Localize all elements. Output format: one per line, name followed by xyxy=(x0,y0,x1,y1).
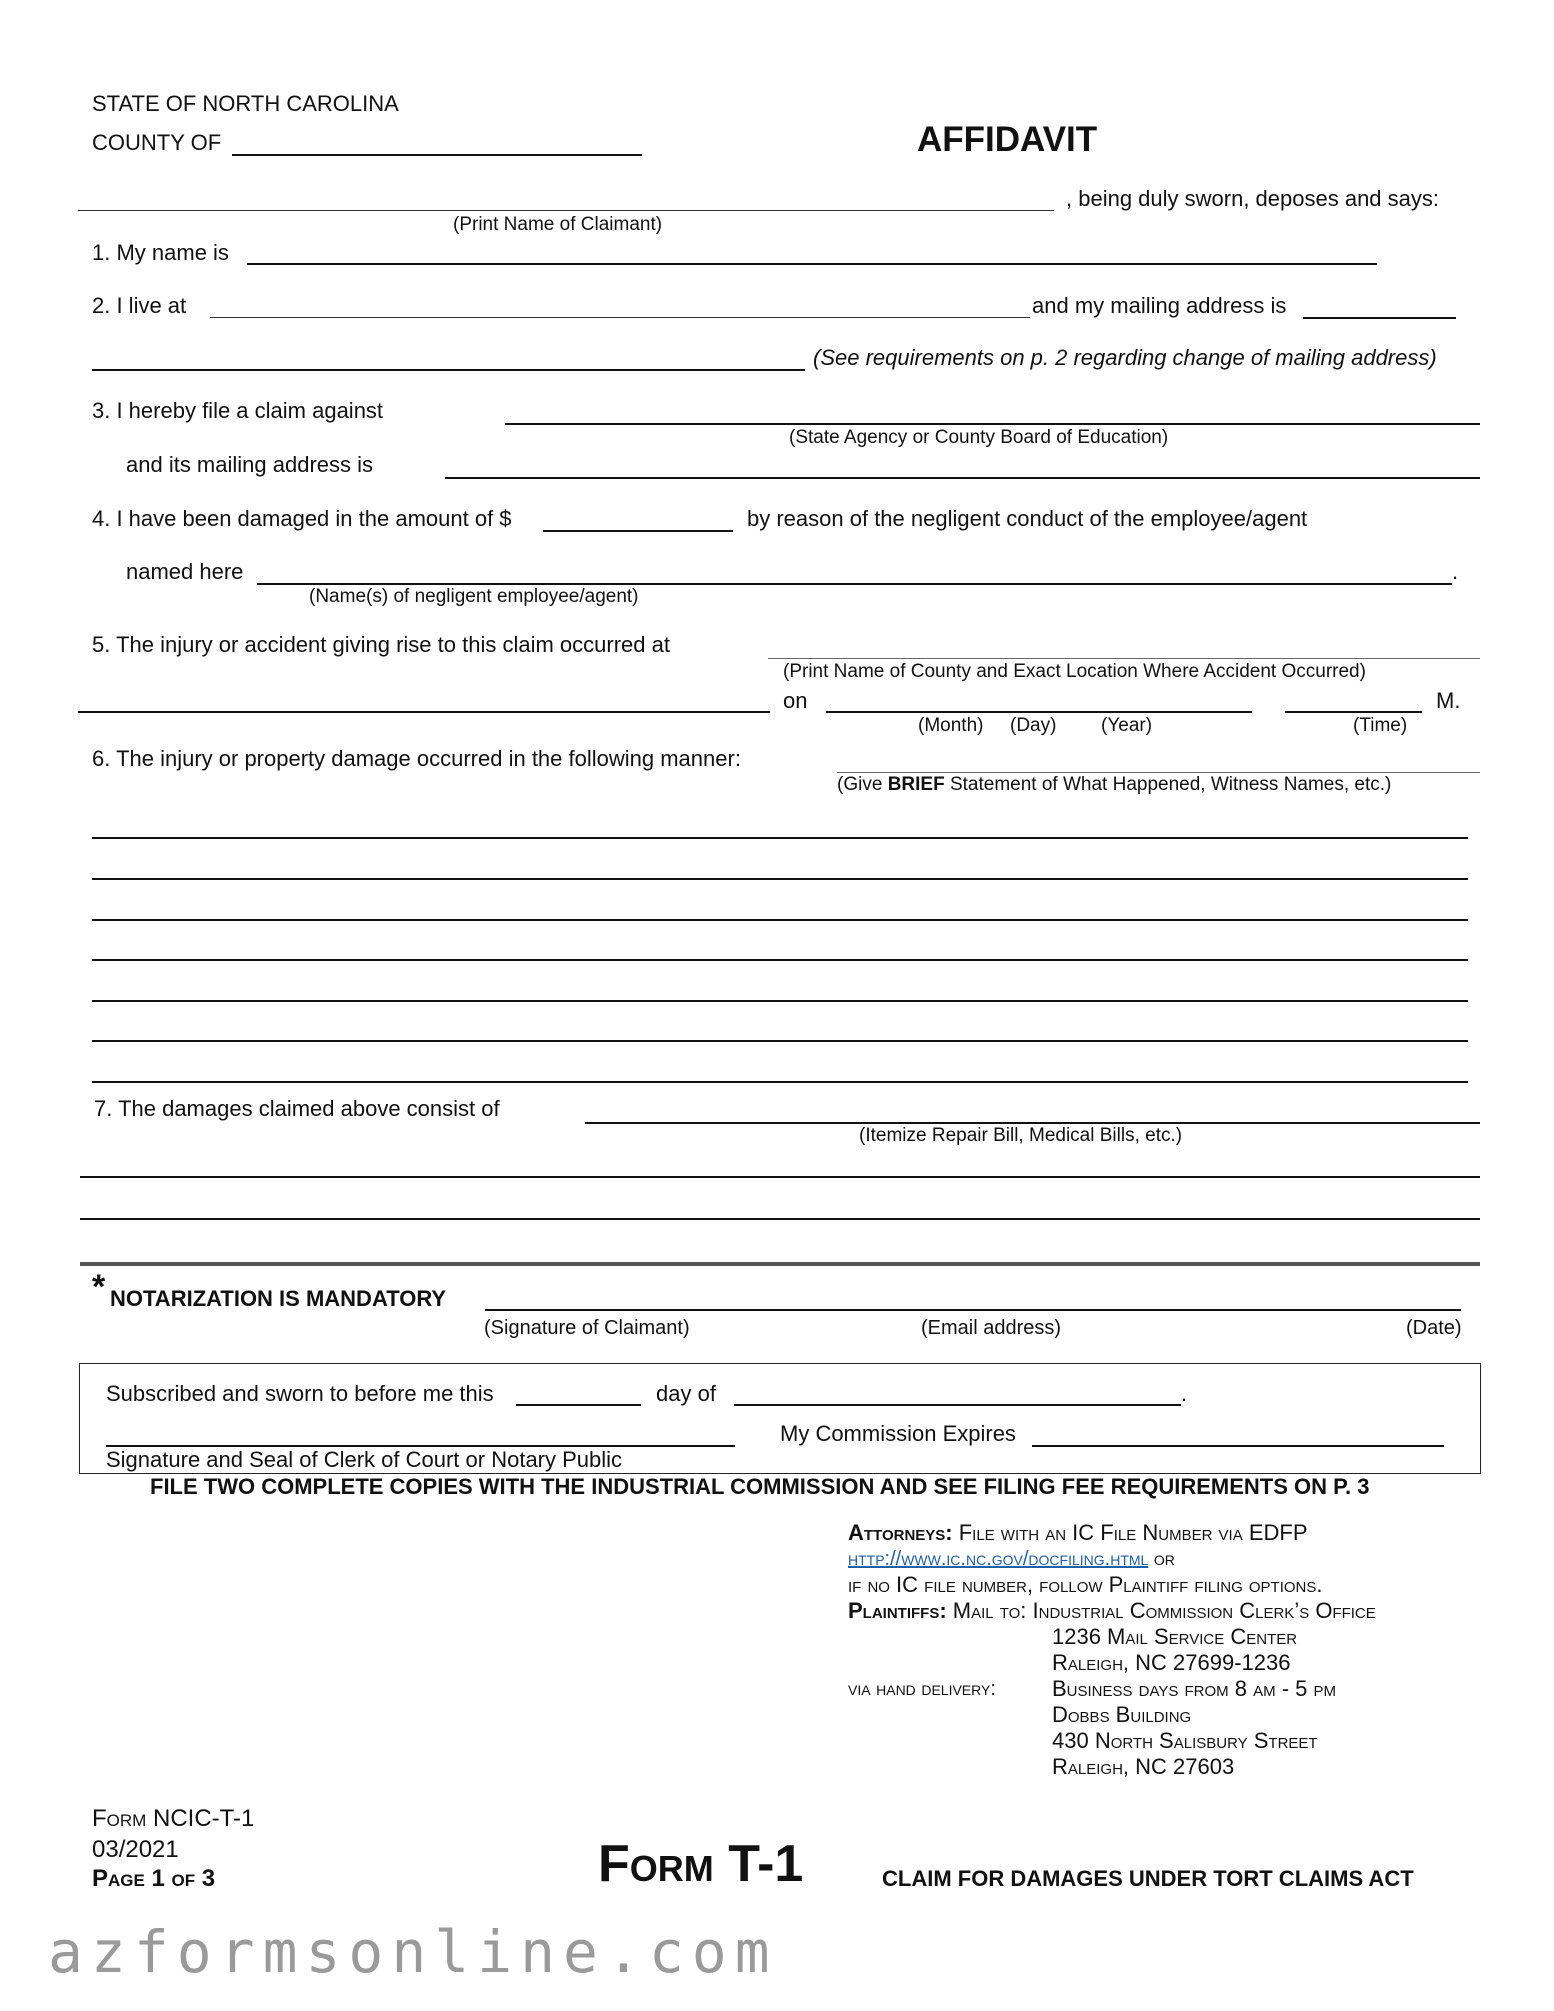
hand-hours-line: Business days from 8 am - 5 pm xyxy=(1052,1676,1337,1701)
day-of-label: day of xyxy=(656,1381,716,1406)
notarization-mandatory: NOTARIZATION IS MANDATORY xyxy=(110,1286,447,1311)
page-number: Page 1 of 3 xyxy=(92,1865,216,1892)
filing-notice: FILE TWO COMPLETE COPIES WITH THE INDUSTRIAL COMMISSION AND SEE FILING FEE REQUIREMENTS ON P. 3 xyxy=(150,1474,1370,1499)
manner-line[interactable] xyxy=(92,919,1468,921)
hand-street-line: 430 North Salisbury Street xyxy=(1052,1728,1318,1753)
agency-caption: (State Agency or County Board of Education) xyxy=(789,427,1169,448)
seal-label: Signature and Seal of Clerk of Court or Notary Public xyxy=(106,1447,623,1472)
time-caption: (Time) xyxy=(1353,715,1408,736)
item-2-label: 2. I live at xyxy=(92,293,187,318)
item-1-label: 1. My name is xyxy=(92,240,229,265)
negligent-text: by reason of the negligent conduct of the employee/agent xyxy=(747,506,1308,531)
notary-period: . xyxy=(1181,1381,1188,1406)
item-6-label: 6. The injury or property damage occurred in the following manner: xyxy=(92,746,741,771)
mail-address-line: 1236 Mail Service Center xyxy=(1052,1624,1298,1649)
commission-label: My Commission Expires xyxy=(780,1421,1016,1446)
manner-line[interactable] xyxy=(92,1040,1468,1042)
item-7-label: 7. The damages claimed above consist of xyxy=(94,1096,500,1121)
form-big-title: Form T-1 xyxy=(598,1835,804,1893)
named-here-label: named here xyxy=(126,559,244,584)
item-3-label: 3. I hereby file a claim against xyxy=(92,398,384,423)
item-5-label: 5. The injury or accident giving rise to this claim occurred at xyxy=(92,632,670,657)
agency-address-field[interactable] xyxy=(445,477,1480,479)
no-ic-line: if no IC file number, follow Plaintiff filing options. xyxy=(848,1572,1323,1597)
location-field[interactable] xyxy=(768,658,1480,659)
mailing-label: and my mailing address is xyxy=(1032,293,1287,318)
claimant-name-field[interactable] xyxy=(78,210,1054,211)
form-id: Form NCIC-T-1 xyxy=(92,1805,255,1832)
manner-line[interactable] xyxy=(92,878,1468,880)
notary-box xyxy=(79,1363,1481,1474)
date-caption: (Date) xyxy=(1406,1317,1462,1339)
item-4-label: 4. I have been damaged in the amount of $ xyxy=(92,506,512,531)
hand-city-line: Raleigh, NC 27603 xyxy=(1052,1754,1235,1779)
damages-line[interactable] xyxy=(80,1218,1480,1220)
location-caption: (Print Name of County and Exact Location Where Accident Occurred) xyxy=(783,661,1366,682)
damages-field[interactable] xyxy=(585,1122,1480,1124)
signature-field[interactable] xyxy=(485,1309,1461,1311)
date-field[interactable] xyxy=(826,711,1252,713)
manner-line[interactable] xyxy=(92,837,1468,839)
time-field[interactable] xyxy=(1285,711,1422,713)
meridiem-label: M. xyxy=(1436,688,1461,713)
county-label: COUNTY OF xyxy=(92,130,222,155)
commission-expires-field[interactable] xyxy=(1032,1445,1444,1447)
form-date: 03/2021 xyxy=(92,1836,179,1863)
plaintiffs-line: Plaintiffs: Mail to: Industrial Commission Clerk’s Office xyxy=(848,1598,1376,1623)
hand-building-line: Dobbs Building xyxy=(1052,1702,1192,1727)
attorneys-line: Attorneys: File with an IC File Number via EDFP xyxy=(848,1520,1308,1545)
docfiling-link[interactable]: http://www.ic.nc.gov/docfiling.html xyxy=(848,1548,1149,1570)
subscribed-label: Subscribed and sworn to before me this xyxy=(106,1381,494,1406)
section-divider xyxy=(80,1262,1480,1266)
location-field-2[interactable] xyxy=(78,711,770,713)
damages-line[interactable] xyxy=(80,1176,1480,1178)
asterisk-mark: * xyxy=(92,1268,106,1306)
email-caption: (Email address) xyxy=(921,1317,1062,1339)
mailing-note: (See requirements on p. 2 regarding change of mailing address) xyxy=(813,345,1437,370)
damages-caption: (Itemize Repair Bill, Medical Bills, etc.) xyxy=(859,1125,1183,1146)
docfiling-line: http://www.ic.nc.gov/docfiling.html or xyxy=(848,1548,1175,1570)
sworn-day-field[interactable] xyxy=(516,1404,641,1406)
claim-title: CLAIM FOR DAMAGES UNDER TORT CLAIMS ACT xyxy=(882,1866,1414,1891)
manner-line[interactable] xyxy=(92,1081,1468,1083)
day-caption: (Day) xyxy=(1010,715,1057,736)
manner-field[interactable] xyxy=(837,772,1480,773)
employee-caption: (Name(s) of negligent employee/agent) xyxy=(309,586,639,607)
year-caption: (Year) xyxy=(1101,715,1153,736)
live-at-field[interactable] xyxy=(210,317,1030,318)
on-label: on xyxy=(783,688,808,713)
sworn-text: , being duly sworn, deposes and says: xyxy=(1066,186,1440,211)
hand-delivery-label: via hand delivery: xyxy=(848,1678,996,1700)
mail-city-line: Raleigh, NC 27699-1236 xyxy=(1052,1650,1291,1675)
manner-line[interactable] xyxy=(92,1000,1468,1002)
agency-address-label: and its mailing address is xyxy=(126,452,374,477)
amount-field[interactable] xyxy=(543,530,733,532)
form-title: AFFIDAVIT xyxy=(917,120,1098,159)
my-name-field[interactable] xyxy=(247,263,1377,265)
period-text: . xyxy=(1452,559,1459,584)
mailing-field-2[interactable] xyxy=(92,369,805,371)
watermark: azformsonline.com xyxy=(48,1918,778,1986)
state-label: STATE OF NORTH CAROLINA xyxy=(92,91,399,116)
mailing-field[interactable] xyxy=(1303,317,1456,319)
claimant-caption: (Print Name of Claimant) xyxy=(453,214,663,235)
sworn-month-field[interactable] xyxy=(734,1404,1181,1406)
claim-against-field[interactable] xyxy=(505,423,1480,425)
month-caption: (Month) xyxy=(918,715,984,736)
manner-line[interactable] xyxy=(92,959,1468,961)
county-field[interactable] xyxy=(232,154,642,156)
manner-caption: (Give BRIEF Statement of What Happened, Witness Names, etc.) xyxy=(837,774,1392,795)
signature-caption: (Signature of Claimant) xyxy=(484,1317,690,1339)
employee-name-field[interactable] xyxy=(257,583,1452,585)
